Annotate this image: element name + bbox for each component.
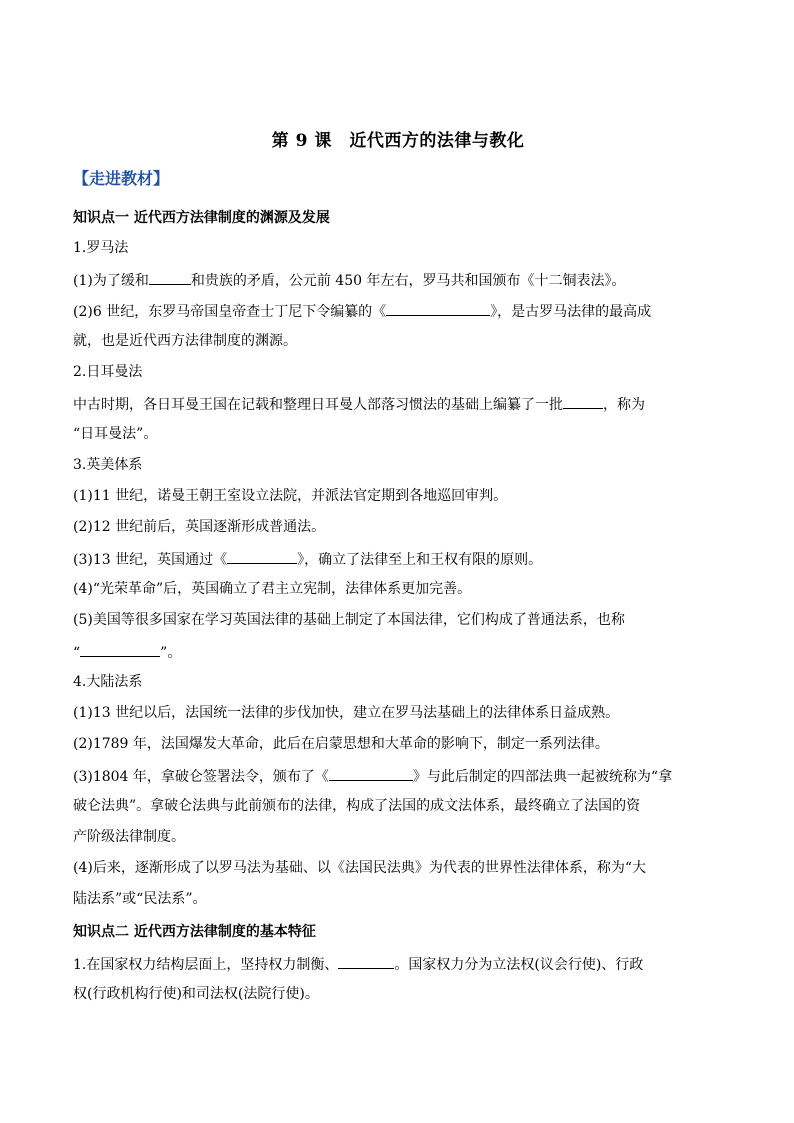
roman-law-item-2-cont: 就，也是近代西方法律制度的渊源。 (73, 333, 297, 349)
text-segment: ”。 (160, 645, 182, 661)
fill-blank[interactable] (80, 641, 160, 657)
anglo-item-1: (1)11 世纪，诺曼王朝王室设立法院，并派法官定期到各地巡回审判。 (73, 488, 508, 504)
anglo-item-5: (5)美国等很多国家在学习英国法律的基础上制定了本国法律，它们构成了普通法系，也称 (73, 612, 625, 628)
roman-law-item-1 (73, 269, 723, 291)
text-segment: (2)6 世纪，东罗马帝国皇帝查士丁尼下令编纂的《 (73, 304, 387, 320)
text-segment: (3)13 世纪，英国通过《 (73, 552, 228, 568)
anglo-system-title: 3.英美体系 (73, 457, 143, 473)
fill-blank[interactable] (386, 300, 490, 316)
text-segment: 》，是古罗马法律的最高成 (490, 304, 652, 320)
continental-item-4: (4)后来，逐渐形成了以罗马法为基础、以《法国民法典》为代表的世界性法律体系，称为“大 (73, 860, 646, 876)
knowledge-point-2-heading: 知识点二 近代西方法律制度的基本特征 (73, 924, 316, 940)
feature-item-1-cont: 权(行政机构行使)和司法权(法院行使)。 (73, 986, 319, 1002)
knowledge-point-1-heading: 知识点一 近代西方法律制度的渊源及发展 (73, 210, 330, 226)
text-segment: 。国家权力分为立法权(议会行使)、行政 (394, 957, 644, 973)
continental-item-1: (1)13 世纪以后，法国统一法律的步伐加快，建立在罗马法基础上的法律体系日益成熟。 (73, 705, 620, 721)
roman-law-item-2 (73, 300, 723, 322)
germanic-law-text-cont: “日耳曼法”。 (73, 426, 158, 442)
feature-item-1 (73, 953, 723, 975)
continental-item-4-cont: 陆法系”或“民法系”。 (73, 891, 207, 907)
text-segment: 中古时期，各日耳曼王国在记载和整理日耳曼人部落习惯法的基础上编纂了一批 (73, 397, 563, 413)
fill-blank[interactable] (563, 393, 603, 409)
anglo-item-5-cont (73, 641, 723, 663)
lesson-title: 第 9 课 近代西方的法律与教化 (271, 131, 525, 151)
anglo-item-2: (2)12 世纪前后，英国逐渐形成普通法。 (73, 519, 326, 535)
text-segment: (1)为了缓和 (73, 273, 149, 289)
continental-item-3 (73, 765, 723, 787)
fill-blank[interactable] (227, 548, 297, 564)
anglo-item-3 (73, 548, 723, 570)
germanic-law-title: 2.日耳曼法 (73, 364, 143, 380)
text-segment: (3)1804 年，拿破仑签署法令，颁布了《 (73, 769, 329, 785)
germanic-law-text (73, 393, 723, 415)
text-segment: 和贵族的矛盾，公元前 450 年左右，罗马共和国颁布《十二铜表法》。 (190, 273, 626, 289)
text-segment: ，称为 (603, 397, 645, 413)
fill-blank[interactable] (329, 765, 413, 781)
continental-system-title: 4.大陆法系 (73, 674, 143, 690)
anglo-item-4: (4)“光荣革命”后，英国确立了君主立宪制，法律体系更加完善。 (73, 581, 472, 597)
text-segment: 》与此后制定的四部法典一起被统称为“拿 (412, 769, 673, 785)
text-segment: 》，确立了法律至上和王权有限的原则。 (297, 552, 543, 568)
text-segment: 1.在国家权力结构层面上，坚持权力制衡、 (73, 957, 339, 973)
fill-blank[interactable] (149, 269, 191, 285)
roman-law-title: 1.罗马法 (73, 240, 129, 256)
continental-item-3-cont: 破仑法典”。拿破仑法典与此前颁布的法律，构成了法国的成文法体系，最终确立了法国的资 (73, 798, 641, 814)
continental-item-2: (2)1789 年，法国爆发大革命，此后在启蒙思想和大革命的影响下，制定一系列法律。 (73, 736, 609, 752)
fill-blank[interactable] (338, 953, 394, 969)
text-segment: “ (73, 645, 81, 661)
section-heading: 【走进教材】 (73, 169, 170, 188)
continental-item-3-cont-2: 产阶级法律制度。 (73, 829, 185, 845)
